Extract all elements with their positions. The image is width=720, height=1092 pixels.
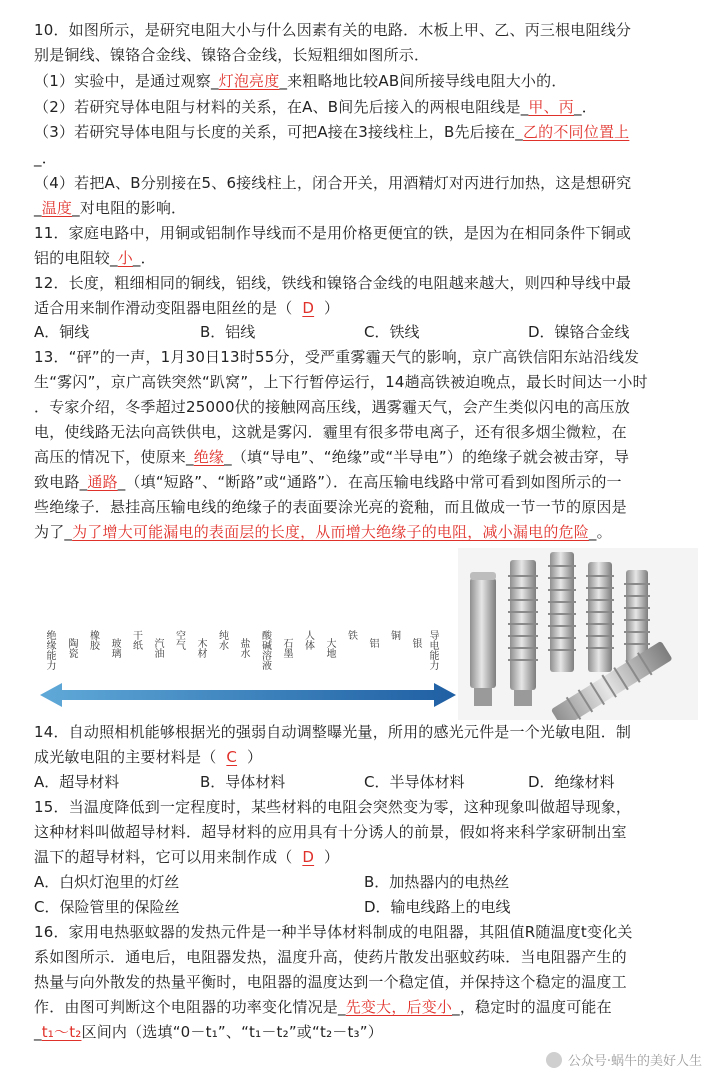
q15-line-2: 这种材料叫做超导材料．超导材料的应用具有十分诱人的前景，假如将来科学家研制出室 bbox=[34, 823, 627, 841]
q10-part-3-end: _． bbox=[34, 149, 57, 167]
scale-right-end-label: 导电能力 bbox=[427, 630, 438, 670]
scale-item: 大地 bbox=[324, 638, 335, 658]
answer-q12: D bbox=[302, 299, 315, 317]
q16-line-1: 16．家用电热驱蚊器的发热元件是一种半导体材料制成的电阻器，其阻值R随温度t变化关 bbox=[34, 923, 633, 941]
q12-option-d: D．镍铬合金线 bbox=[528, 323, 630, 341]
q10-part-4-end: _温度_对电阻的影响． bbox=[34, 199, 187, 217]
insulator-2 bbox=[508, 560, 538, 706]
q13-line-7: 些绝缘子．悬挂高压输电线的绝缘子的表面要涂光亮的瓷釉，而且做成一节一节的原因是 bbox=[34, 498, 627, 516]
q14-option-d: D．绝缘材料 bbox=[528, 773, 615, 791]
scale-item: 玻璃 bbox=[109, 638, 120, 658]
insulator-1 bbox=[470, 572, 496, 706]
scale-item: 纯水 bbox=[216, 630, 228, 650]
answer-q15: D bbox=[302, 848, 315, 866]
q14-option-c: C．半导体材料 bbox=[364, 773, 465, 791]
q13-line-1: 13．“砰”的一声，1月30日13时55分，受严重雾霾天气的影响，京广高铁信阳东站沿线发 bbox=[34, 348, 640, 366]
answer-q10-3: 乙的不同位置上 bbox=[522, 123, 630, 141]
q13-line-2: 生“雾闪”，京广高铁突然“趴窝”，上下行暂停运行，14趟高铁被迫晚点，最长时间达一小时 bbox=[34, 373, 648, 391]
scale-item: 铝 bbox=[367, 638, 378, 648]
q14-line-2: 成光敏电阻的主要材料是（ C ） bbox=[34, 748, 263, 766]
answer-q13-2: 通路 bbox=[87, 473, 118, 491]
scale-item: 石墨 bbox=[281, 638, 292, 658]
insulator-figure bbox=[38, 560, 688, 710]
q16-line-4: 作．由图可判断这个电阻器的功率变化情况是_先变大，后变小_，稳定时的温度可能在 bbox=[34, 998, 612, 1016]
q11-line-1: 11．家庭电路中，用铜或铝制作导线而不是用价格更便宜的铁，是因为在相同条件下铜或 bbox=[34, 224, 632, 242]
q10-part-2: （2）若研究导体电阻与材料的关系，在A、B间先后接入的两根电阻线是_甲、丙_． bbox=[34, 98, 597, 116]
q10-part-3: （3）若研究导体电阻与长度的关系，可把A接在3接线柱上，B先后接在_乙的不同位置上 bbox=[34, 123, 630, 141]
scale-item: 铁 bbox=[345, 630, 357, 640]
answer-q13-3: 为了增大可能漏电的表面层的长度，从而增大绝缘子的电阻，减小漏电的危险 bbox=[72, 523, 589, 541]
q10-line-2: 别是铜线、镍铬合金线、镍铬合金线，长短粗细如图所示． bbox=[34, 46, 430, 64]
q14-option-b: B．导体材料 bbox=[200, 773, 286, 791]
q15-option-c: C．保险管里的保险丝 bbox=[34, 898, 180, 916]
q13-line-6: 致电路_通路_（填“短路”、“断路”或“通路”）．在高压输电线路中常可看到如图所示的一 bbox=[34, 473, 622, 491]
q12-option-b: B．铝线 bbox=[200, 323, 256, 341]
answer-q13-1: 绝缘 bbox=[193, 448, 225, 466]
q12-line-1: 12．长度，粗细相同的铜线，铝线，铁线和镍铬合金线的电阻越来越大，则四种导线中最 bbox=[34, 274, 632, 292]
scale-item: 汽油 bbox=[152, 638, 163, 658]
scale-item: 木材 bbox=[195, 638, 206, 658]
q15-line-1: 15．当温度降低到一定程度时，某些材料的电阻会突然变为零，这种现象叫做超导现象， bbox=[34, 798, 632, 816]
scale-item: 橡胶 bbox=[87, 630, 99, 650]
q10-part-1: （1）实验中，是通过观察_灯泡亮度_来粗略地比较AB间所接导线电阻大小的． bbox=[34, 72, 567, 90]
q13-line-8: 为了_为了增大可能漏电的表面层的长度，从而增大绝缘子的电阻，减小漏电的危险_。 bbox=[34, 523, 612, 541]
q15-option-b: B．加热器内的电热丝 bbox=[364, 873, 510, 891]
conductivity-arrow bbox=[38, 680, 458, 710]
q13-line-5: 高压的情况下，使原来_绝缘_（填“导电”、“绝缘”或“半导电”）的绝缘子就会被击穿，导 bbox=[34, 448, 630, 466]
q14-line-1: 14．自动照相机能够根据光的强弱自动调整曝光量，所用的感光元件是一个光敏电阻．制 bbox=[34, 723, 632, 741]
scale-item: 空气 bbox=[173, 630, 185, 650]
insulator-3 bbox=[548, 552, 576, 672]
wechat-icon bbox=[546, 1052, 562, 1068]
q12-line-2: 适合用来制作滑动变阻器电阻丝的是（ D ） bbox=[34, 299, 340, 317]
q13-line-4: 电，使线路无法向高铁供电，这就是雾闪．霾里有很多带电离子，还有很多烟尘微粒，在 bbox=[34, 423, 627, 441]
scale-item: 干纸 bbox=[130, 630, 142, 650]
scale-left-end-label: 绝缘能力 bbox=[44, 630, 55, 670]
scale-item: 陶瓷 bbox=[66, 638, 77, 658]
answer-q11: 小 bbox=[117, 249, 133, 267]
scale-item: 人体 bbox=[302, 630, 314, 650]
q15-option-d: D．输电线路上的电线 bbox=[364, 898, 511, 916]
q15-option-a: A．白炽灯泡里的灯丝 bbox=[34, 873, 180, 891]
q12-option-c: C．铁线 bbox=[364, 323, 420, 341]
q15-line-3: 温下的超导材料，它可以用来制作成（ D ） bbox=[34, 848, 340, 866]
q16-line-3: 热量与向外散发的热量平衡时，电阻器的温度达到一个稳定值，并保持这个稳定的温度工 bbox=[34, 973, 627, 991]
answer-q14: C bbox=[226, 748, 238, 766]
q14-option-a: A．超导材料 bbox=[34, 773, 120, 791]
q10-part-4: （4）若把A、B分别接在5、6接线柱上，闭合开关，用酒精灯对丙进行加热，这是想研究 bbox=[34, 174, 632, 192]
answer-q16-2: t₁～t₂ bbox=[41, 1023, 82, 1041]
insulator-photo bbox=[458, 548, 698, 720]
q11-line-2: 铝的电阻较_小_． bbox=[34, 249, 156, 267]
q10-line-1: 10．如图所示，是研究电阻大小与什么因素有关的电路．木板上甲、乙、丙三根电阻线分 bbox=[34, 21, 632, 39]
answer-q10-2: 甲、丙 bbox=[528, 98, 575, 116]
answer-q10-1: 灯泡亮度 bbox=[218, 72, 280, 90]
watermark bbox=[546, 1050, 702, 1069]
scale-item: 铜 bbox=[388, 630, 400, 640]
insulator-4 bbox=[586, 562, 614, 672]
answer-q10-4: 温度 bbox=[41, 199, 73, 217]
q13-line-3: ．专家介绍，冬季超过25000伏的接触网高压线，遇雾霾天气，会产生类似闪电的高压放 bbox=[34, 398, 630, 416]
scale-item: 盐水 bbox=[238, 638, 249, 658]
q16-line-2: 系如图所示．通电后，电阻器发热，温度升高，使药片散发出驱蚊药味．当电阻器产生的 bbox=[34, 948, 627, 966]
q16-line-5: _t₁～t₂区间内（选填“0－t₁”、“t₁－t₂”或“t₂－t₃”） bbox=[34, 1023, 383, 1041]
scale-item: 酸碱溶液 bbox=[259, 630, 271, 670]
watermark-text: 公众号·蜗牛的美好人生 bbox=[567, 1054, 702, 1069]
scale-item: 银 bbox=[410, 638, 421, 648]
answer-q16-1: 先变大，后变小 bbox=[345, 998, 453, 1016]
q12-option-a: A．铜线 bbox=[34, 323, 90, 341]
